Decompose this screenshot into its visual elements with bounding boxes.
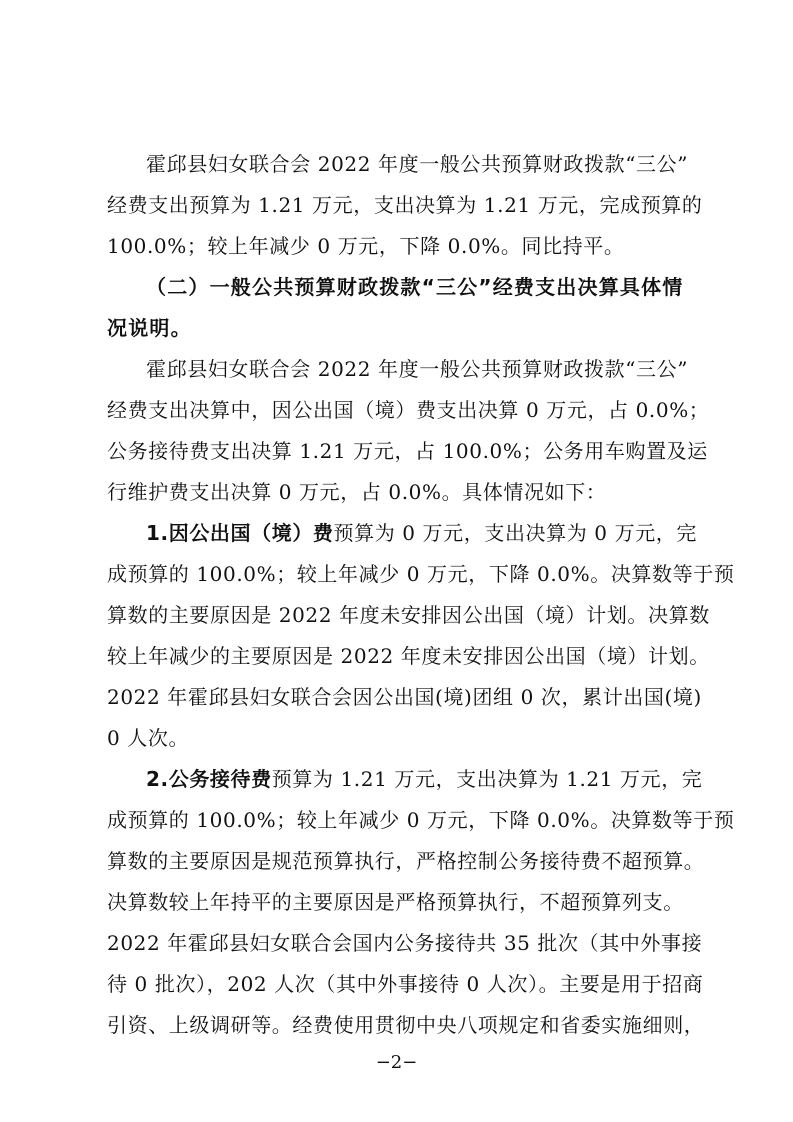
item-2-label: 2.公务接待费 [146, 767, 272, 791]
item-1-line-5: 2022 年霍邱县妇女联合会因公出国(境)团组 0 次，累计出国(境) [107, 685, 702, 709]
paragraph-2-line-1: 霍邱县妇女联合会 2022 年度一般公共预算财政拨款“三公” [146, 357, 689, 381]
section-heading-line-1: （二）一般公共预算财政拨款“三公”经费支出决算具体情 [146, 275, 684, 299]
item-2-line-2: 成预算的 100.0%；较上年减少 0 万元，下降 0.0%。决算数等于预 [107, 808, 735, 832]
paragraph-2-line-4: 行维护费支出决算 0 万元，占 0.0%。具体情况如下： [107, 480, 607, 504]
item-2-line-5: 2022 年霍邱县妇女联合会国内公务接待共 35 批次（其中外事接 [107, 931, 703, 955]
paragraph-2-line-2: 经费支出决算中，因公出国（境）费支出决算 0 万元，占 0.0%； [107, 398, 710, 422]
section-heading-line-2: 况说明。 [107, 316, 192, 340]
item-1-label: 1.因公出国（境）费 [146, 521, 334, 545]
item-2-line-1 [146, 761, 703, 797]
item-2-line-6: 待 0 批次），202 人次（其中外事接待 0 人次）。主要是用于招商 [107, 972, 704, 996]
paragraph-1-line-1: 霍邱县妇女联合会 2022 年度一般公共预算财政拨款“三公” [146, 152, 689, 176]
paragraph-2-line-3: 公务接待费支出决算 1.21 万元，占 100.0%；公务用车购置及运 [107, 439, 708, 463]
item-1-text: 预算为 0 万元，支出决算为 0 万元，完 [333, 521, 697, 545]
paragraph-1-line-3: 100.0%；较上年减少 0 万元，下降 0.0%。同比持平。 [107, 234, 625, 258]
item-2-line-3: 算数的主要原因是规范预算执行，严格控制公务接待费不超预算。 [107, 849, 705, 873]
item-2-line-7: 引资、上级调研等。经费使用贯彻中央八项规定和省委实施细则， [107, 1013, 705, 1037]
item-1-line-2: 成预算的 100.0%；较上年减少 0 万元，下降 0.0%。决算数等于预 [107, 562, 735, 586]
page-number: −2− [375, 1052, 418, 1073]
item-2-text: 预算为 1.21 万元，支出决算为 1.21 万元，完 [271, 767, 703, 791]
item-1-line-6: 0 人次。 [107, 726, 190, 750]
item-1-line-1 [146, 515, 697, 551]
item-1-line-3: 算数的主要原因是 2022 年度未安排因公出国（境）计划。决算数 [107, 603, 710, 627]
item-2-line-4: 决算数较上年持平的主要原因是严格预算执行，不超预算列支。 [107, 890, 684, 914]
paragraph-1-line-2: 经费支出预算为 1.21 万元，支出决算为 1.21 万元，完成预算的 [107, 193, 703, 217]
item-1-line-4: 较上年减少的主要原因是 2022 年度未安排因公出国（境）计划。 [107, 644, 710, 668]
